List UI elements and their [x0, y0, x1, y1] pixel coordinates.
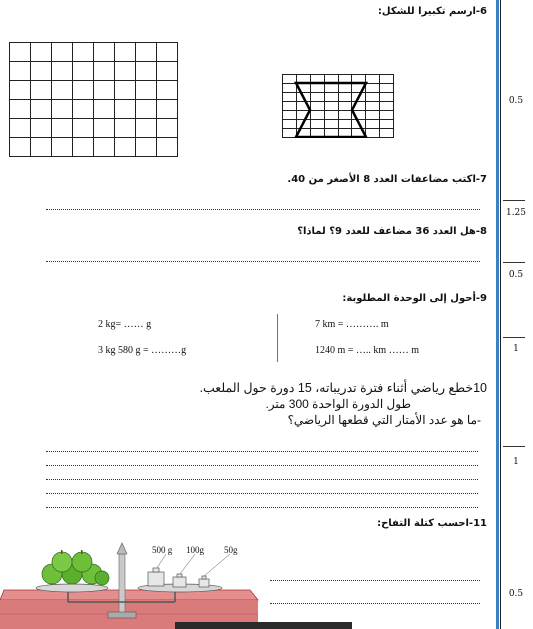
grid-cell — [73, 81, 94, 100]
grid-cell — [31, 62, 52, 81]
hourglass-figure — [282, 74, 394, 138]
answer-line — [46, 261, 480, 262]
grid-cell — [94, 100, 115, 119]
weight-label-100g: 100g — [186, 545, 204, 555]
grid-cell — [115, 62, 136, 81]
margin-blue-line — [496, 0, 499, 629]
grid-cell — [136, 62, 157, 81]
grid-cell — [94, 138, 115, 157]
grid-cell — [94, 81, 115, 100]
q8-score: 0.5 — [508, 270, 524, 280]
grid-cell — [10, 43, 31, 62]
grid-cell — [115, 138, 136, 157]
answer-line — [46, 507, 478, 508]
q7-score: 1.25 — [505, 208, 527, 218]
grid-cell — [115, 100, 136, 119]
answer-line — [46, 451, 478, 452]
grid-cell — [31, 100, 52, 119]
grid-cell — [157, 43, 178, 62]
grid-cell — [52, 81, 73, 100]
answer-line — [46, 493, 478, 494]
conv-right-2: 1240 m = ….. km …… m — [315, 345, 419, 356]
answer-line — [46, 465, 478, 466]
answer-line — [46, 209, 480, 210]
grid-cell — [10, 119, 31, 138]
answer-line — [46, 479, 478, 480]
grid-cell — [52, 119, 73, 138]
grid-cell — [52, 62, 73, 81]
grid-cell — [10, 100, 31, 119]
figure-grid-wrap — [282, 74, 394, 138]
margin-black-line — [500, 0, 501, 629]
grid-cell — [73, 119, 94, 138]
conv-left-2: 3 kg 580 g = ………g — [98, 345, 187, 356]
q10-line-2: طول الدورة الواحدة 300 متر. — [265, 397, 411, 411]
grid-cell — [136, 119, 157, 138]
grid-cell — [10, 81, 31, 100]
q9-title: 9-أحول إلى الوحدة المطلوبة: — [342, 293, 487, 304]
empty-grid — [9, 42, 178, 157]
grid-cell — [52, 138, 73, 157]
grid-cell — [136, 43, 157, 62]
grid-cell — [115, 43, 136, 62]
grid-cell — [115, 81, 136, 100]
grid-cell — [94, 43, 115, 62]
grid-cell — [157, 62, 178, 81]
grid-cell — [31, 81, 52, 100]
weight-label-50g: 50g — [224, 545, 238, 555]
grid-cell — [10, 62, 31, 81]
answer-line — [270, 580, 480, 581]
q11-title: 11-احسب كتلة التفاح: — [377, 518, 487, 529]
bottom-bar — [175, 622, 352, 629]
score-separator — [503, 200, 525, 201]
grid-cell — [157, 81, 178, 100]
score-separator — [503, 262, 525, 263]
grid-cell — [73, 100, 94, 119]
q6-score: 0.5 — [508, 96, 524, 106]
q10-line-1: 10خطع رياضي أثناء فترة تدريباته، 15 دورة حول الملعب. — [199, 381, 487, 395]
grid-cell — [73, 43, 94, 62]
q7-title: 7-اكتب مضاعفات العدد 8 الأصغر من 40. — [287, 174, 487, 185]
grid-cell — [157, 138, 178, 157]
q10-score: 1 — [513, 457, 519, 467]
score-separator — [503, 446, 525, 447]
grid-cell — [31, 119, 52, 138]
q8-title: 8-هل العدد 36 مضاعف للعدد 9؟ لماذا؟ — [297, 226, 487, 237]
balance-scale-illustration — [0, 540, 260, 629]
conv-left-1: 2 kg= …… g — [98, 319, 152, 330]
grid-cell — [136, 81, 157, 100]
q6-title: 6-ارسم تكبيرا للشكل: — [377, 6, 487, 17]
grid-cell — [52, 100, 73, 119]
grid-cell — [136, 100, 157, 119]
grid-cell — [31, 138, 52, 157]
grid-cell — [115, 119, 136, 138]
q10-line-3: -ما هو عدد الأمتار التي قطعها الرياضي؟ — [287, 413, 481, 427]
grid-cell — [10, 138, 31, 157]
grid-cell — [73, 62, 94, 81]
grid-cell — [157, 100, 178, 119]
score-separator — [503, 337, 525, 338]
q9-score: 1 — [513, 344, 519, 354]
answer-line — [270, 603, 480, 604]
grid-cell — [136, 138, 157, 157]
grid-cell — [94, 62, 115, 81]
q11-score: 0.5 — [508, 589, 524, 599]
grid-cell — [31, 43, 52, 62]
conv-right-1: 7 km = ………. m — [315, 319, 389, 330]
grid-cell — [52, 43, 73, 62]
divider-line — [277, 314, 278, 362]
grid-cell — [157, 119, 178, 138]
weight-label-500g: 500 g — [152, 545, 173, 555]
grid-cell — [94, 119, 115, 138]
grid-cell — [73, 138, 94, 157]
